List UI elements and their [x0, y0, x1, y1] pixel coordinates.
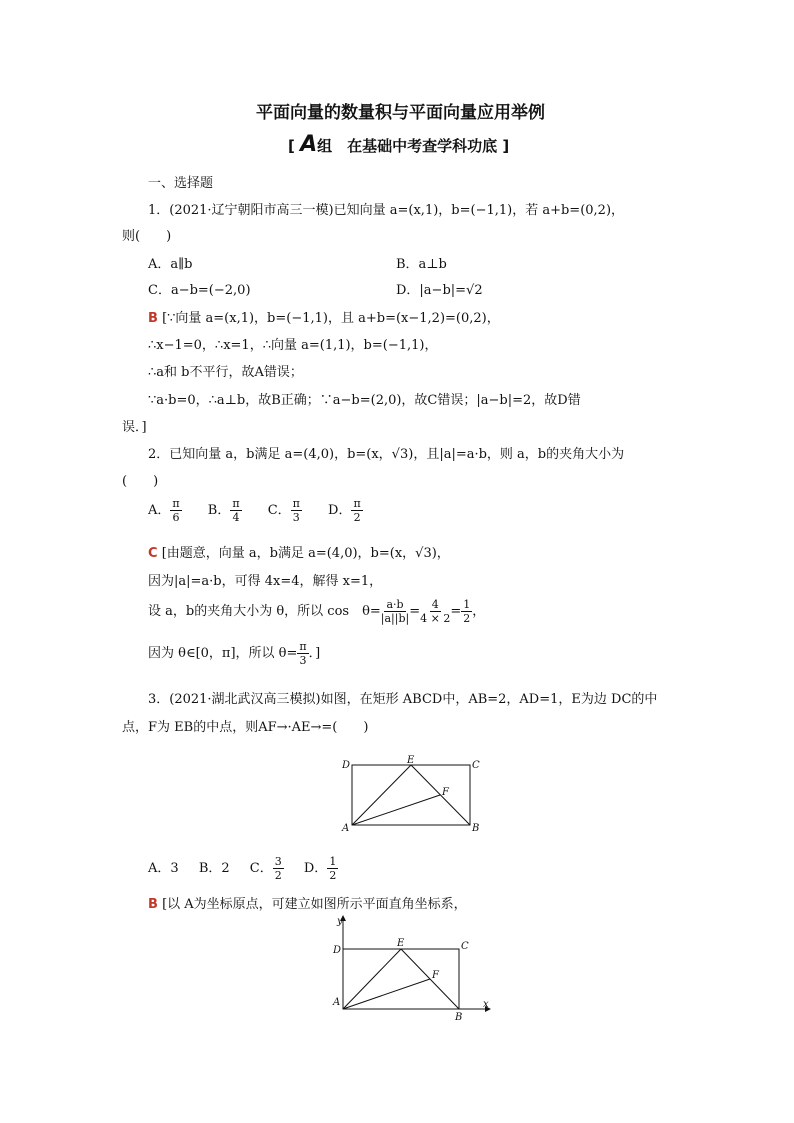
q2-option-d-frac: $\frac{\pi}{2}$ [353, 497, 361, 524]
fig1-label-a: A [342, 823, 350, 834]
q1-solution-line1: B [∵向量 a=(x,1)，b=(−1,1)，且 a+b=(x−1,2)=(0,2)， [148, 311, 500, 326]
q1-option-a: A．a∥b [148, 257, 193, 272]
bracket-close: ] [502, 137, 510, 155]
q1-option-b: B．a⊥b [396, 257, 447, 272]
section-heading: 一、选择题 [148, 176, 214, 191]
bracket-open: [ [288, 137, 295, 155]
q1-solution-line4: ∵a·b=0，∴a⊥b，故B正确；∵a−b=(2,0)，故C错误；|a−b|=2，故D错 [148, 393, 581, 408]
q1-solution-line5: 误．] [122, 420, 147, 435]
q3-option-c-frac: $\frac{3}{2}$ [274, 855, 282, 882]
fig2-label-d: D [333, 945, 342, 956]
q2-option-c-frac: $\frac{\pi}{3}$ [292, 497, 300, 524]
coordinate-figure [325, 915, 495, 1023]
q2-solution-line1: C [由题意，向量 a，b满足 a=(4,0)，b=(x，√3)， [148, 546, 450, 561]
q3-solution-line1: B [以 A为坐标原点，可建立如图所示平面直角坐标系， [148, 897, 467, 912]
q1-stem-line1: 1．(2021·辽宁朝阳市高三一模)已知向量 a=(x,1)，b=(−1,1)，若 a+b=(0,2)， [148, 203, 625, 218]
q1-option-d: D．|a−b|=√2 [396, 283, 483, 298]
q2-solution-line2: 因为|a|=a·b，可得 4x=4，解得 x=1， [148, 574, 383, 589]
q3-stem-line2: 点，F为 EB的中点，则AF→·AE→=( ) [122, 720, 369, 735]
q2-option-b-frac: $\frac{\pi}{4}$ [232, 497, 240, 524]
q2-solution-line4: 因为 θ∈[0，π]，所以 θ= $\frac{\pi}{3}$ ．] [148, 640, 321, 667]
fig2-label-f: F [432, 970, 439, 981]
fig2-axis-x: x [483, 999, 489, 1010]
q1-answer: B [148, 311, 158, 326]
fig1-label-c: C [472, 760, 480, 771]
group-letter: A [300, 132, 318, 157]
page-title: 平面向量的数量积与平面向量应用举例 [256, 103, 545, 123]
fig1-label-d: D [342, 760, 351, 771]
fig1-label-e: E [407, 755, 415, 766]
fig1-label-f: F [442, 787, 449, 798]
fig2-label-b: B [455, 1012, 463, 1023]
q2-stem-line2: ( ) [122, 474, 159, 489]
rectangle-figure [338, 755, 488, 835]
q1-solution-line3: ∴a和 b不平行，故A错误； [148, 365, 303, 380]
group-text: 组 在基础中考查学科功底 [317, 137, 498, 155]
fig2-axis-y: y [337, 916, 343, 927]
q3-options: A．3 B．2 C． $\frac{3}{2}$ D． $\frac{1}{2}$ [148, 855, 337, 882]
q2-solution-line3: 设 a，b的夹角大小为 θ，所以 cos θ= $\frac{a\cdot b}{|a||b|}$ = $\frac{4}{4 \times 2}$ = $\frac{1}{2}$ ， [148, 598, 486, 625]
q3-answer: B [148, 897, 158, 912]
q3-stem-line1: 3．(2021·湖北武汉高三模拟)如图，在矩形 ABCD中，AB=2，AD=1，E为边 DC的中 [148, 692, 658, 707]
group-subtitle [288, 132, 509, 157]
q2-stem-line1: 2．已知向量 a，b满足 a=(4,0)，b=(x，√3)，且|a|=a·b，则 a，b的夹角大小为 [148, 447, 625, 462]
q2-options: A． $\frac{\pi}{6}$ B． $\frac{\pi}{4}$ C． $\frac{\pi}{3}$ D． $\frac{\pi}{2}$ [148, 497, 361, 524]
q1-option-c: C．a−b=(−2,0) [148, 283, 251, 298]
fig2-label-e: E [397, 938, 405, 949]
q3-option-d-frac: $\frac{1}{2}$ [329, 855, 337, 882]
fig1-label-b: B [472, 823, 480, 834]
q1-solution-line2: ∴x−1=0，∴x=1，∴向量 a=(1,1)，b=(−1,1)， [148, 338, 438, 353]
fig2-label-a: A [333, 997, 341, 1008]
q2-answer: C [148, 546, 158, 561]
q1-stem-line2: 则( ) [122, 229, 172, 244]
q2-option-a-frac: $\frac{\pi}{6}$ [172, 497, 180, 524]
fig2-label-c: C [461, 941, 469, 952]
